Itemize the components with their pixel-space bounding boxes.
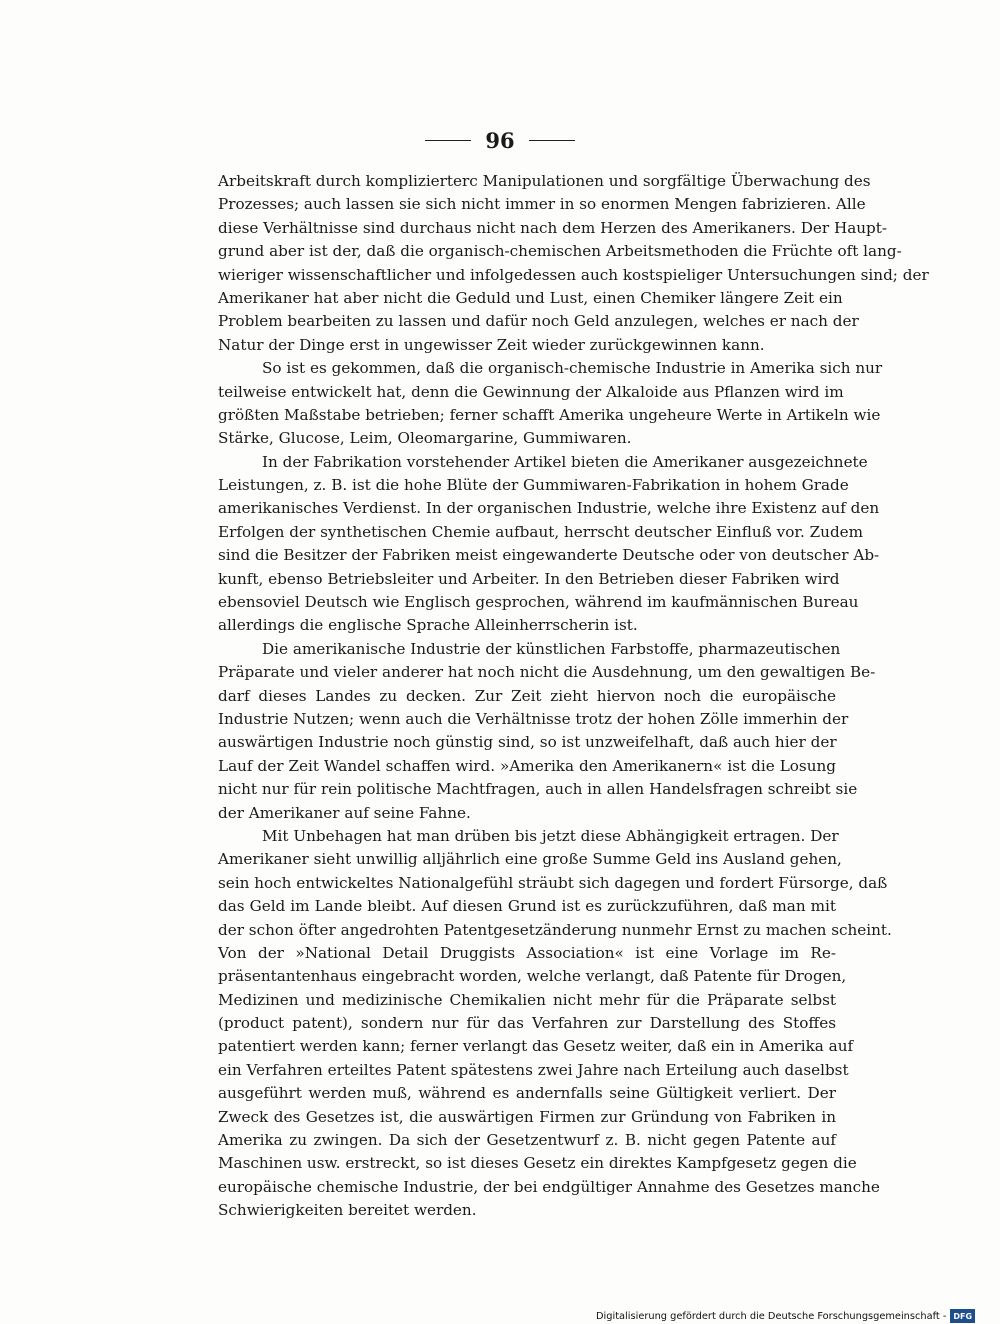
text-line: Medizinen und medizinische Chemikalien nicht mehr für die Präparate selbst xyxy=(218,990,836,1009)
text-line: Prozesses; auch lassen sie sich nicht immer in so enormen Mengen fabrizieren. Alle xyxy=(218,195,866,214)
text-line: Lauf der Zeit Wandel schaffen wird. »Amerika den Amerikanern« ist die Losung xyxy=(218,756,836,775)
dfg-logo-icon: DFG xyxy=(950,1309,975,1323)
digitization-footer xyxy=(596,1308,975,1324)
text-line: sind die Besitzer der Fabriken meist eingewanderte Deutsche oder von deutscher Ab- xyxy=(218,546,880,565)
text-line: präsentantenhaus eingebracht worden, welche verlangt, daß Patente für Drogen, xyxy=(218,967,847,986)
text-line: nicht nur für rein politische Machtfragen, auch in allen Handelsfragen schreibt sie xyxy=(218,780,858,799)
page-number: 96 xyxy=(485,128,515,153)
text-line: Präparate und vieler anderer hat noch nicht die Ausdehnung, um den gewaltigen Be- xyxy=(218,663,876,682)
text-line: (product patent), sondern nur für das Verfahren zur Darstellung des Stoffes xyxy=(218,1014,836,1033)
text-line: Problem bearbeiten zu lassen und dafür noch Geld anzulegen, welches er nach der xyxy=(218,312,859,331)
text-line: Schwierigkeiten bereitet werden. xyxy=(218,1201,477,1220)
header-rule-left xyxy=(425,140,471,141)
text-line: In der Fabrikation vorstehender Artikel bieten die Amerikaner ausgezeichnete xyxy=(262,452,868,471)
text-line: sein hoch entwickeltes Nationalgefühl sträubt sich dagegen und fordert Fürsorge, daß xyxy=(218,873,888,892)
text-line: Stärke, Glucose, Leim, Oleomargarine, Gummiwaren. xyxy=(218,429,632,448)
text-line: teilweise entwickelt hat, denn die Gewinnung der Alkaloide aus Pflanzen wird im xyxy=(218,382,844,401)
body-text xyxy=(218,170,929,1223)
text-line: Amerikaner sieht unwillig alljährlich eine große Summe Geld ins Ausland gehen, xyxy=(218,850,842,869)
text-line: So ist es gekommen, daß die organisch-chemische Industrie in Amerika sich nur xyxy=(262,359,883,378)
text-line: ein Verfahren erteiltes Patent spätestens zwei Jahre nach Erteilung auch daselbst xyxy=(218,1060,849,1079)
text-line: Natur der Dinge erst in ungewisser Zeit wieder zurückgewinnen kann. xyxy=(218,335,765,354)
text-line: auswärtigen Industrie noch günstig sind, so ist unzweifelhaft, daß auch hier der xyxy=(218,733,837,752)
page-header xyxy=(0,128,1000,153)
text-line: ebensoviel Deutsch wie Englisch gesprochen, während im kaufmännischen Bureau xyxy=(218,593,859,612)
text-line: Mit Unbehagen hat man drüben bis jetzt diese Abhängigkeit ertragen. Der xyxy=(262,826,839,845)
text-line: der Amerikaner auf seine Fahne. xyxy=(218,803,471,822)
text-line: diese Verhältnisse sind durchaus nicht nach dem Herzen des Amerikaners. Der Haupt- xyxy=(218,218,887,237)
text-line: wieriger wissenschaftlicher und infolgedessen auch kostspieliger Untersuchungen sind; der xyxy=(218,265,929,284)
text-line: Leistungen, z. B. ist die hohe Blüte der Gummiwaren-Fabrikation in hohem Grade xyxy=(218,476,849,495)
text-line: grund aber ist der, daß die organisch-chemischen Arbeitsmethoden die Früchte oft lang- xyxy=(218,242,902,261)
text-line: Amerikaner hat aber nicht die Geduld und Lust, einen Chemiker längere Zeit ein xyxy=(218,288,843,307)
text-line: kunft, ebenso Betriebsleiter und Arbeiter. In den Betrieben dieser Fabriken wird xyxy=(218,569,840,588)
text-line: Maschinen usw. erstreckt, so ist dieses Gesetz ein direktes Kampfgesetz gegen die xyxy=(218,1154,857,1173)
text-line: patentiert werden kann; ferner verlangt das Gesetz weiter, daß ein in Amerika auf xyxy=(218,1037,854,1056)
text-line: darf dieses Landes zu decken. Zur Zeit zieht hiervon noch die europäische xyxy=(218,686,836,705)
text-line: europäische chemische Industrie, der bei endgültiger Annahme des Gesetzes manche xyxy=(218,1177,880,1196)
text-line: Arbeitskraft durch komplizierterc Manipulationen und sorgfältige Überwachung des xyxy=(218,172,871,190)
text-line: Industrie Nutzen; wenn auch die Verhältnisse trotz der hohen Zölle immerhin der xyxy=(218,709,849,728)
header-rule-right xyxy=(529,140,575,141)
text-line: Amerika zu zwingen. Da sich der Gesetzentwurf z. B. nicht gegen Patente auf xyxy=(218,1131,836,1150)
text-line: Von der »National Detail Druggists Association« ist eine Vorlage im Re- xyxy=(218,943,836,962)
text-line: ausgeführt werden muß, während es andernfalls seine Gültigkeit verliert. Der xyxy=(218,1084,836,1103)
footer-credit: Digitalisierung gefördert durch die Deutsche Forschungsgemeinschaft - xyxy=(596,1310,947,1322)
text-line: Die amerikanische Industrie der künstlichen Farbstoffe, pharmazeutischen xyxy=(262,639,841,658)
text-line: der schon öfter angedrohten Patentgesetzänderung nunmehr Ernst zu machen scheint. xyxy=(218,920,892,939)
text-line: Zweck des Gesetzes ist, die auswärtigen Firmen zur Gründung von Fabriken in xyxy=(218,1107,836,1126)
text-line: Erfolgen der synthetischen Chemie aufbaut, herrscht deutscher Einfluß vor. Zudem xyxy=(218,522,864,541)
text-line: das Geld im Lande bleibt. Auf diesen Grund ist es zurückzuführen, daß man mit xyxy=(218,897,836,916)
text-line: allerdings die englische Sprache Alleinherrscherin ist. xyxy=(218,616,638,635)
text-line: größten Maßstabe betrieben; ferner schafft Amerika ungeheure Werte in Artikeln wie xyxy=(218,405,881,424)
text-line: amerikanisches Verdienst. In der organischen Industrie, welche ihre Existenz auf den xyxy=(218,499,880,518)
